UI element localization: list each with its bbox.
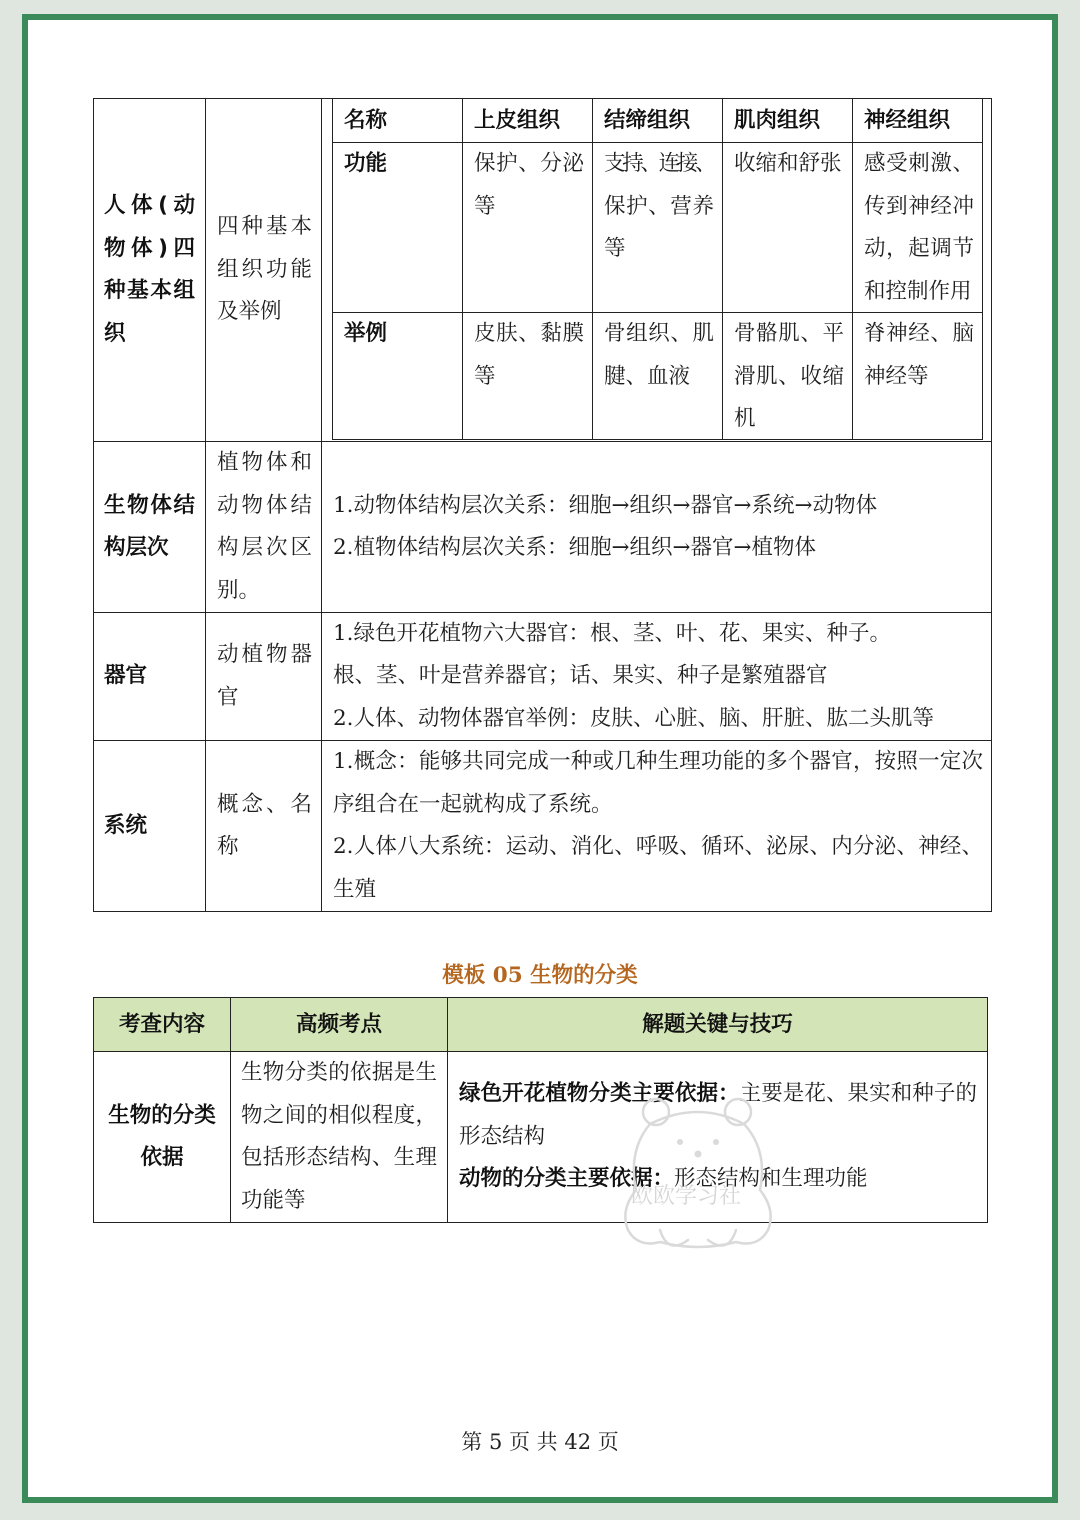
row-label: 举例 — [344, 321, 388, 346]
topic-text — [104, 485, 195, 570]
tissue-header-muscle: 肌肉组织 — [723, 99, 853, 143]
cell-line: 腱、血液 — [604, 363, 691, 389]
cell-line: 保护、营养 — [604, 193, 714, 219]
topic-text — [104, 185, 195, 355]
detail-text — [333, 485, 983, 570]
topic-cell — [94, 741, 206, 912]
point-line: 别。 — [217, 577, 261, 603]
point-text — [217, 784, 312, 869]
cell-line: 支持、连接、 — [604, 151, 714, 176]
topic-line: 构层次 — [104, 535, 169, 560]
tissue-cell — [463, 143, 593, 313]
topic-line: 生物的分类 — [108, 1102, 216, 1128]
tissue-cell — [593, 313, 723, 440]
point-line: 植物体和 — [217, 450, 312, 475]
cell-line: 传到神经冲 — [864, 193, 974, 219]
watermark-text: 欧欧学习社 — [631, 1184, 742, 1209]
tips-cell — [448, 1052, 988, 1223]
cell-line: 脊神经、脑 — [864, 321, 974, 346]
topic-cell — [94, 99, 206, 442]
detail-line: 1.动物体结构层次关系：细胞→组织→器官→系统→动物体 — [333, 492, 878, 518]
point-line: 动植物器 — [217, 642, 312, 667]
cell-line: 皮肤、黏膜 — [474, 321, 584, 346]
tissue-cell — [853, 143, 983, 313]
topic-line: 系统 — [104, 812, 148, 838]
detail-line: 生殖 — [333, 876, 377, 902]
topic-text — [104, 655, 195, 698]
topic-cell — [94, 613, 206, 741]
point-cell — [231, 1052, 448, 1223]
point-text — [217, 206, 312, 334]
tissue-header-epithelial: 上皮组织 — [463, 99, 593, 143]
cell-line: 保护、分泌 — [474, 151, 584, 176]
point-line: 包括形态结构、生理 — [241, 1145, 437, 1170]
detail-line: 2.植物体结构层次关系：细胞→组织→器官→植物体 — [333, 535, 817, 560]
point-text — [241, 1052, 437, 1222]
tissue-cell — [853, 313, 983, 440]
topic-line: 生物体结 — [104, 492, 195, 518]
point-line: 动物体结 — [217, 492, 312, 518]
topic-line: 织 — [104, 320, 126, 346]
point-line: 称 — [217, 834, 239, 859]
header-topic: 考查内容 — [94, 998, 231, 1052]
tissue-cell — [723, 143, 853, 313]
detail-text — [333, 613, 983, 741]
cell-line: 动，起调节 — [864, 236, 974, 261]
tissue-header-name: 名称 — [333, 99, 463, 143]
point-text — [217, 634, 312, 719]
tissue-cell — [723, 313, 853, 440]
topic-cell — [94, 1052, 231, 1223]
cell-line: 机 — [734, 406, 756, 431]
header-key-points: 高频考点 — [231, 998, 448, 1052]
topic-line: 种基本组 — [104, 278, 195, 303]
cell-line: 收缩和舒张 — [734, 151, 842, 176]
topic-line: 人体(动 — [104, 193, 195, 218]
tissue-header-connective: 结缔组织 — [593, 99, 723, 143]
topic-text — [94, 1095, 230, 1180]
detail-line: 2.人体八大系统：运动、消化、呼吸、循环、泌尿、内分泌、神经、 — [333, 834, 983, 859]
cell-line: 神经等 — [864, 363, 929, 389]
tip-label: 动物的分类主要依据： — [459, 1166, 675, 1192]
detail-cell — [322, 442, 992, 613]
tip-label: 绿色开花植物分类主要依据： — [459, 1081, 740, 1107]
tip-paragraph — [459, 1158, 977, 1201]
cell-line: 骨骼肌、平 — [734, 321, 844, 346]
detail-line: 1.绿色开花植物六大器官：根、茎、叶、花、果实、种子。 — [333, 620, 892, 646]
tissue-row-label-function — [333, 143, 463, 313]
topic-line: 依据 — [140, 1145, 184, 1170]
detail-line: 2.人体、动物体器官举例：皮肤、心脏、脑、肝脏、肱二头肌等 — [333, 705, 935, 731]
tissue-cell — [463, 313, 593, 440]
point-line: 概念、名 — [217, 791, 312, 817]
detail-text — [333, 741, 983, 911]
cell-line: 等 — [474, 363, 496, 389]
detail-cell — [322, 741, 992, 912]
point-line: 官 — [217, 684, 239, 710]
point-line: 功能等 — [241, 1187, 306, 1213]
classification-table — [93, 997, 988, 1223]
tip-text: 形态结构和生理功能 — [674, 1166, 868, 1192]
section-title: 模板 05 生物的分类 — [442, 963, 638, 988]
tissue-cell — [593, 143, 723, 313]
topic-cell — [94, 442, 206, 613]
cell-line: 骨组织、肌 — [604, 321, 714, 346]
tissue-table-cell — [322, 99, 992, 442]
point-line: 构层次区 — [217, 535, 312, 560]
detail-line: 根、茎、叶是营养器官；话、果实、种子是繁殖器官 — [333, 663, 828, 689]
cell-line: 等 — [604, 236, 626, 261]
point-line: 及举例 — [217, 299, 282, 325]
tips-text — [459, 1073, 977, 1201]
tissue-row-label-example — [333, 313, 463, 440]
row-label: 功能 — [344, 151, 388, 176]
tip-text: 主要是花、果实和种子的形态结构 — [459, 1081, 977, 1149]
point-cell — [206, 99, 322, 442]
cell-line: 等 — [474, 193, 496, 219]
detail-cell — [322, 613, 992, 741]
detail-line: 序组合在一起就构成了系统。 — [333, 791, 613, 817]
point-line: 四种基本 — [217, 214, 312, 240]
tip-paragraph — [459, 1073, 977, 1158]
topic-text — [104, 805, 195, 848]
point-cell — [206, 741, 322, 912]
point-text — [217, 442, 312, 612]
tissue-table — [332, 99, 983, 440]
point-line: 组织功能 — [217, 256, 312, 282]
cell-line: 感受刺激、 — [864, 151, 974, 176]
cell-line: 滑肌、收缩 — [734, 363, 844, 389]
header-tips: 解题关键与技巧 — [448, 998, 988, 1052]
structure-table — [93, 98, 992, 912]
point-cell — [206, 442, 322, 613]
tissue-header-nerve: 神经组织 — [853, 99, 983, 143]
cell-line: 和控制作用 — [864, 278, 972, 304]
point-cell — [206, 613, 322, 741]
topic-line: 器官 — [104, 663, 148, 689]
topic-line: 物体)四 — [104, 235, 195, 261]
page-number: 第 5 页 共 42 页 — [461, 1430, 619, 1454]
detail-line: 1.概念：能够共同完成一种或几种生理功能的多个器官，按照一定次 — [333, 749, 983, 774]
point-line: 生物分类的依据是生 — [241, 1060, 437, 1085]
point-line: 物之间的相似程度， — [241, 1102, 437, 1128]
